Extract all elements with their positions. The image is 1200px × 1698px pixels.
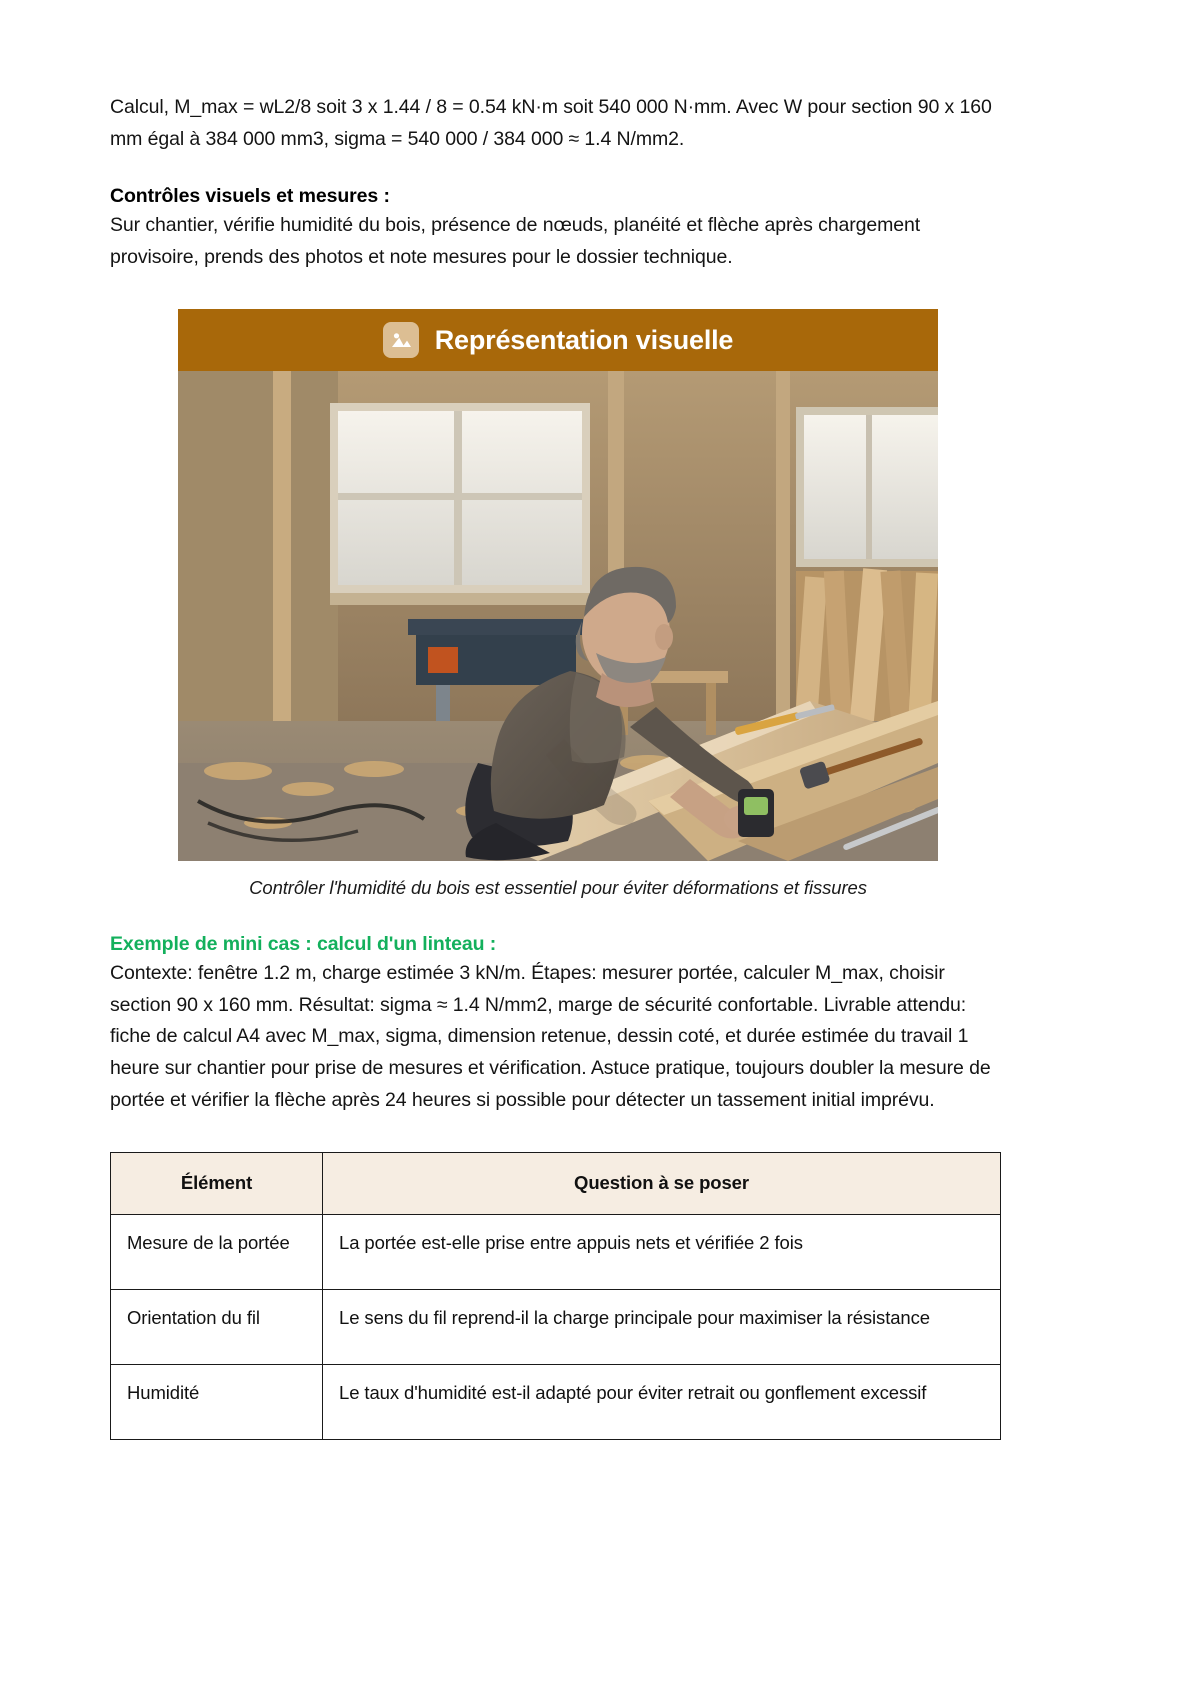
figure-banner-label: Représentation visuelle	[434, 324, 734, 355]
figure-photo	[178, 371, 938, 861]
checklist-table	[110, 1152, 1001, 1440]
table-row	[111, 1214, 1001, 1289]
table-row	[111, 1364, 1001, 1439]
table-cell-question: La portée est-elle prise entre appuis nets et vérifiée 2 fois	[323, 1214, 1001, 1289]
controls-heading: Contrôles visuels et mesures :	[110, 185, 390, 208]
table-cell-element: Humidité	[111, 1364, 323, 1439]
figure-caption: Contrôler l'humidité du bois est essentiel pour éviter déformations et fissures	[249, 877, 867, 899]
controls-paragraph: Sur chantier, vérifie humidité du bois, présence de nœuds, planéité et flèche après chargement provisoire, prends des photos et note mesures pour le dossier technique.	[110, 214, 921, 268]
table-cell-element: Mesure de la portée	[111, 1214, 323, 1289]
table-cell-element: Orientation du fil	[111, 1289, 323, 1364]
table-header-element: Élément	[111, 1153, 323, 1215]
table-cell-question: Le taux d'humidité est-il adapté pour éviter retrait ou gonflement excessif	[323, 1364, 1001, 1439]
case-example-paragraph: Contexte: fenêtre 1.2 m, charge estimée 3 kN/m. Étapes: mesurer portée, calculer M_max, choisir section 90 x 160 mm. Résultat: sigma ≈ 1.4 N/mm2, marge de sécurité confortable. Livrable attendu: fiche de calcul A4 avec M_max, sigma, dimension retenue, dessin coté, et durée estimée du travail 1 heure sur chantier pour prise de mesures et vérification. Astuce pratique, toujours doubler la mesure de portée et vérifier la flèche après 24 heures si possible pour détecter un tassement initial imprévu.	[110, 962, 991, 1111]
table-header-question: Question à se poser	[323, 1153, 1001, 1215]
table-header-row	[111, 1153, 1001, 1215]
table-row	[111, 1289, 1001, 1364]
intro-paragraph: Calcul, M_max = wL2/8 soit 3 x 1.44 / 8 = 0.54 kN·m soit 540 000 N·mm. Avec W pour section 90 x 160 mm égal à 384 000 mm3, sigma = 540 000 / 384 000 ≈ 1.4 N/mm2.	[110, 96, 992, 150]
image-icon	[383, 322, 419, 358]
figure-banner	[178, 309, 938, 371]
document-content	[110, 92, 1000, 1440]
table-cell-question: Le sens du fil reprend-il la charge principale pour maximiser la résistance	[323, 1289, 1001, 1364]
visual-representation-figure	[178, 309, 938, 899]
case-example-heading: Exemple de mini cas : calcul d'un linteau :	[110, 933, 497, 956]
